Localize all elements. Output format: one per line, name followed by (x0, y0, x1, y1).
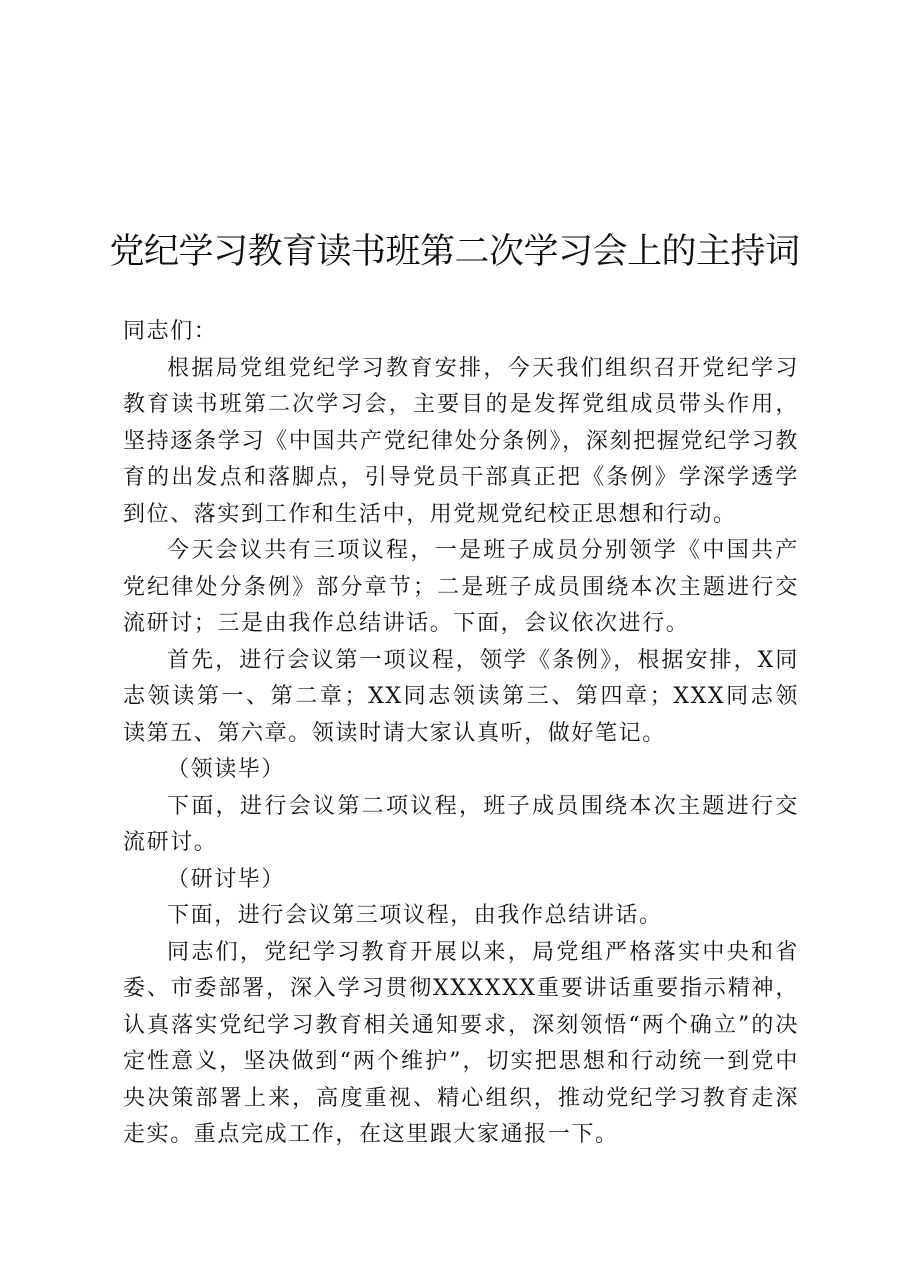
paragraph-reading-done: （领读毕） (167, 757, 286, 782)
document-title: 党纪学习教育读书班第二次学习会上的主持词 (109, 232, 800, 272)
paragraph-summary: 同志们，党纪学习教育开展以来，局党组严格落实中央和省委、市委部署，深入学习贯彻XXXXXX重要讲话重要指示精神，认真落实党纪学习教育相关通知要求，深刻领悟“两个确立”的决定性意义，坚决做到“两个维护”，切实把思想和行动统一到党中央决策部署上来，高度重视、精心组织，推动党纪学习教育走深走实。重点完成工作，在这里跟大家通报一下。 (123, 939, 799, 1147)
paragraph-discussion-done: （研讨毕） (167, 866, 286, 892)
salutation: 同志们： (123, 319, 218, 344)
paragraph-agenda-item-3: 下面，进行会议第三项议程，由我作总结讲话。 (167, 903, 663, 928)
document-body (123, 314, 799, 1154)
paragraph-agenda-item-1: 首先，进行会议第一项议程，领学《条例》，根据安排，X同志领读第一、第二章；XX同志领读第三、第四章；XXX同志领读第五、第六章。领读时请大家认真听，做好笔记。 (123, 647, 799, 746)
paragraph-agenda: 今天会议共有三项议程，一是班子成员分别领学《中国共产党纪律处分条例》部分章节；二是班子成员围绕本次主题进行交流研讨；三是由我作总结讲话。下面，会议依次进行。 (123, 538, 799, 636)
paragraph-purpose: 根据局党组党纪学习教育安排，今天我们组织召开党纪学习教育读书班第二次学习会，主要目的是发挥党组成员带头作用，坚持逐条学习《中国共产党纪律处分条例》，深刻把握党纪学习教育的出发点和落脚点，引导党员干部真正把《条例》学深学透学到位、落实到工作和生活中，用党规党纪校正思想和行动。 (123, 355, 799, 527)
paragraph-agenda-item-2: 下面，进行会议第二项议程，班子成员围绕本次主题进行交流研讨。 (123, 793, 799, 855)
